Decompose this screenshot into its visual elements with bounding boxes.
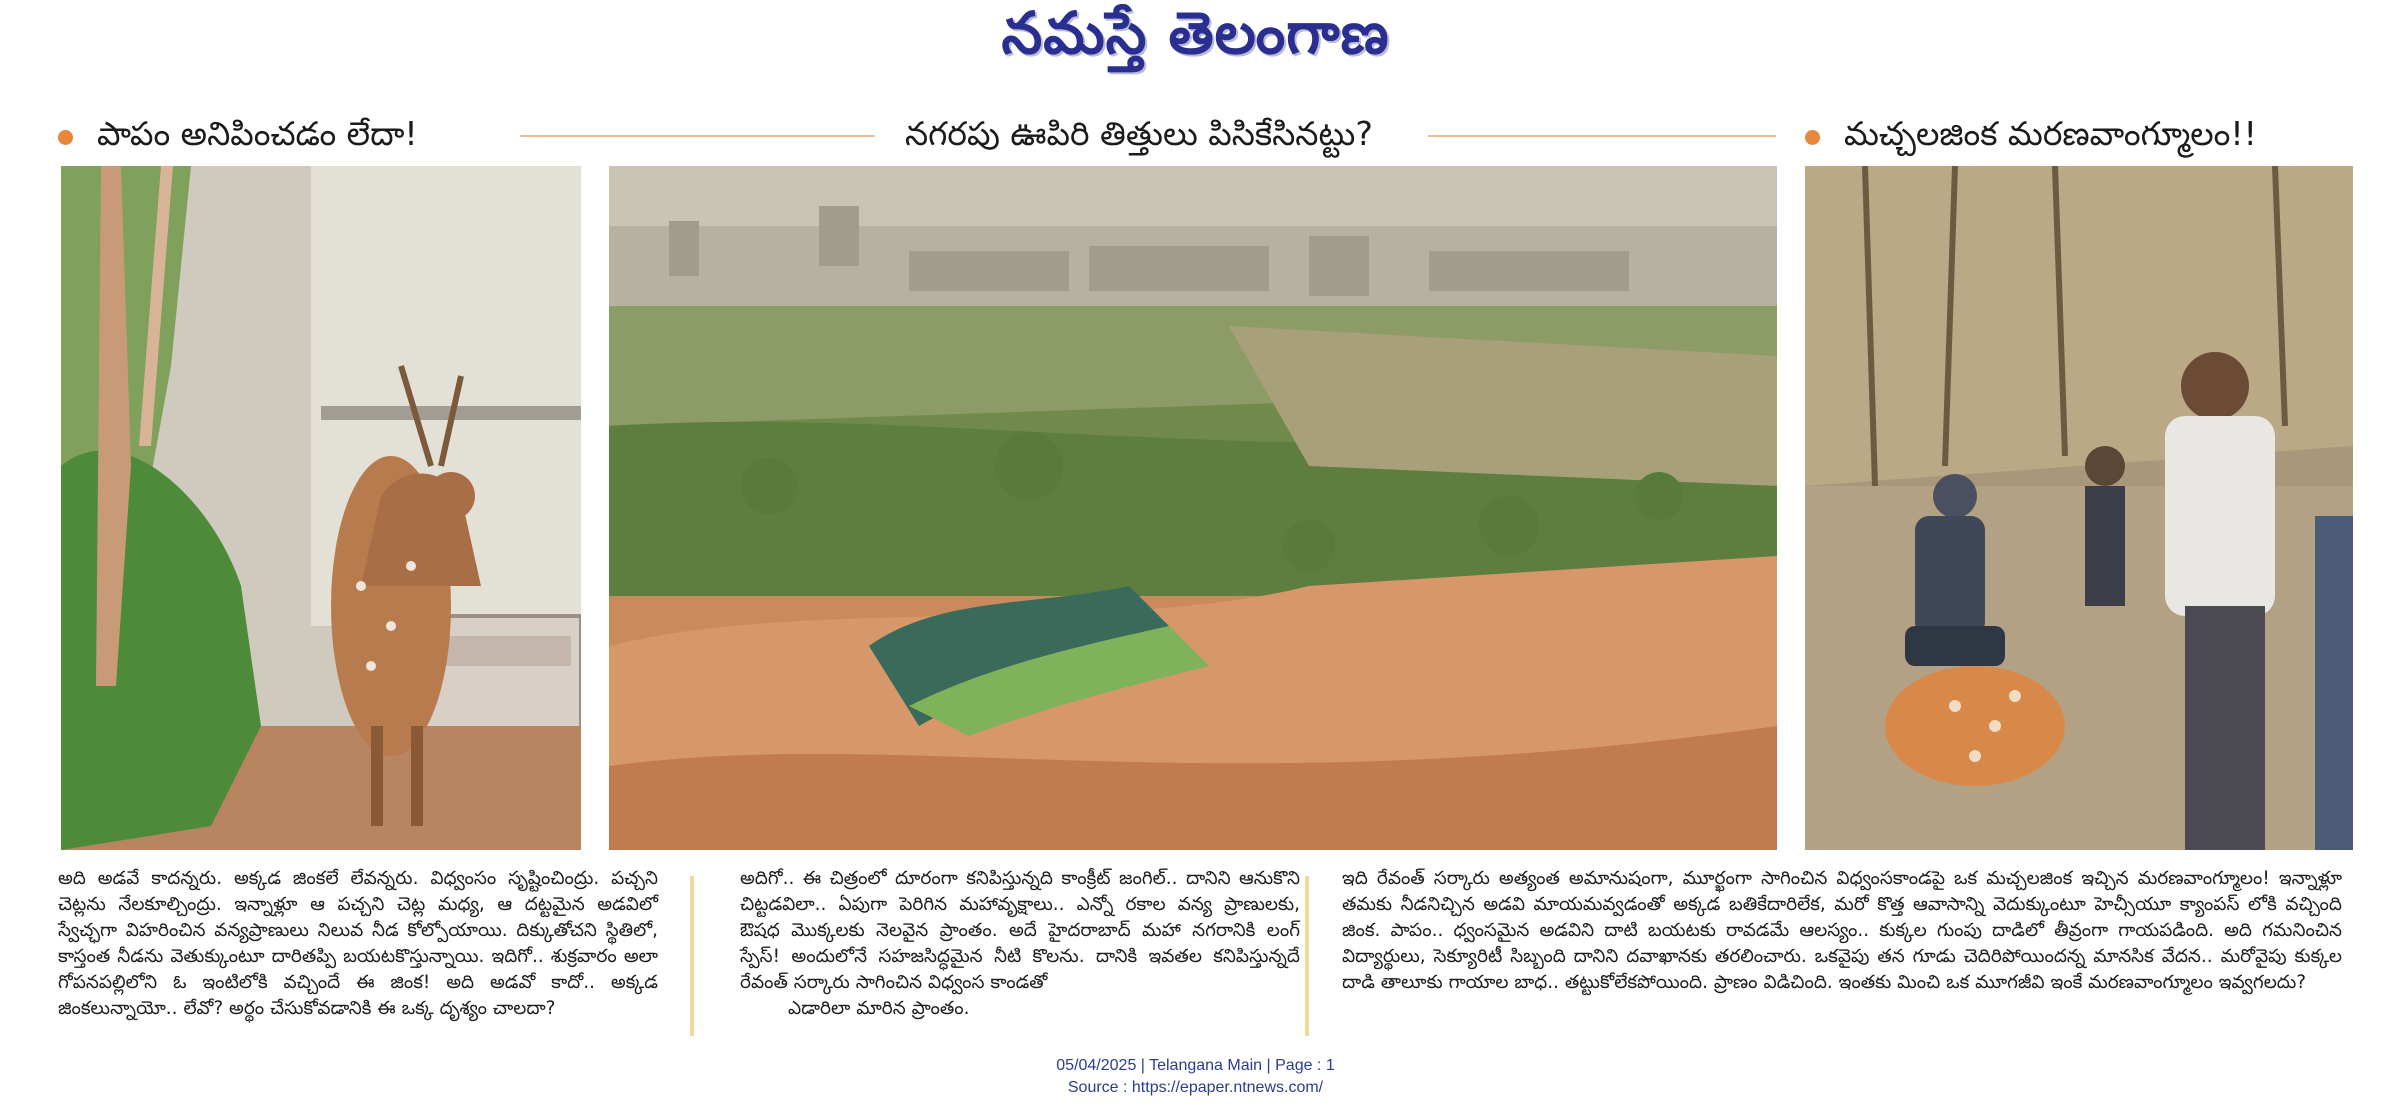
headline-right [1805,112,2257,162]
column-divider [1305,876,1309,1036]
article-center-text: అదిగో.. ఈ చిత్రంలో దూరంగా కనిపిస్తున్నది కాంక్రీట్ జంగిల్.. దానిని ఆనుకొని చిట్టడవిలా.. ఏపుగా పెరిగిన మహావృక్షాలు.. ఎన్నో రకాల వన్య ప్రాణులకు, ఔషధ మొక్కలకు నెలవైన ప్రాంతం. అదే హైదరాబాద్ మహా నగరానికి లంగ్ స్పేస్! అందులోనే సహజసిద్ధమైన నీటి కొలను. దానికి ఇవతల కనిపిస్తున్నదే రేవంత్ సర్కారు సాగించిన విధ్వంస కాండతో [740,868,1300,993]
newspaper-logo: నమస్తే తెలంగాణ [1001,0,1390,67]
headline-right-text: మచ్చలజింక మరణవాంగ్మూలం!! [1844,113,2257,153]
headline-center [905,112,1373,162]
headline-center-text: నగరపు ఊపిరి తిత్తులు పిసికేసినట్టు? [905,113,1373,153]
headline-rule [1428,135,1776,137]
photo-injured-deer [1805,166,2353,850]
photo-aerial-forest [609,166,1777,850]
headline-left [58,112,418,162]
headline-rule [520,135,875,137]
footer-edition-info: 05/04/2025 | Telangana Main | Page : 1 [1056,1057,1335,1074]
article-right [1342,866,2342,996]
bullet-icon [1805,130,1820,145]
bullet-icon [58,130,73,145]
article-center [740,866,1300,1022]
footer-source-link[interactable]: Source : https://epaper.ntnews.com/ [1067,1079,1324,1096]
headline-left-text: పాపం అనిపించడం లేదా! [97,113,418,153]
photo-deer-in-house [61,166,581,850]
column-divider [690,876,694,1036]
article-left [58,866,658,1022]
article-center-last-line: ఎడారిలా మారిన ప్రాంతం. [788,998,970,1019]
article-left-text: అది అడవే కాదన్నరు. అక్కడ జింకలే లేవన్నరు. విధ్వంసం సృష్టించింద్రు. పచ్చని చెట్లను నేలకూల్చింద్రు. ఇన్నాళ్లూ ఆ పచ్చని చెట్ల మధ్య, ఆ దట్టమైన అడవిలో స్వేచ్ఛగా విహరించిన వన్యప్రాణులు నిలువ నీడ కోల్పోయాయి. దిక్కుతోచని స్థితిలో, కాస్తంత నీడను వెతుక్కుంటూ దారితప్పి బయటకొస్తున్నాయి. ఇదిగో.. శుక్రవారం అలా గోపనపల్లిలోని ఓ ఇంటిలోకి వచ్చిందే ఈ జింక! అది అడవో కాదో.. అక్కడ జింకలున్నాయో.. లేవో? అర్థం చేసుకోవడానికి ఈ ఒక్క దృశ్యం చాలదా? [58,868,658,1019]
masthead [0,0,2391,80]
article-right-text: ఇది రేవంత్ సర్కారు అత్యంత అమానుషంగా, మూర్ఖంగా సాగించిన విధ్వంసకాండపై ఒక మచ్చలజింక ఇచ్చిన మరణవాంగ్మూలం! ఇన్నాళ్లూ తమకు నీడనిచ్చిన అడవి మాయమవ్వడంతో అక్కడ బతికేదారిలేక, మరో కొత్త ఆవాసాన్ని వెదుక్కుంటూ హెచ్సీయూ క్యాంపస్ లోకి వచ్చింది జింక. పాపం.. ధ్వంసమైన అడవిని దాటి బయటకు రావడమే ఆలస్యం.. కుక్కల గుంపు దాడిలో తీవ్రంగా గాయపడింది. అది గమనించిన విద్యార్థులు, సెక్యూరిటీ సిబ్బంది దానిని దవాఖానకు తరలించారు. ఒకవైపు తన గూడు చెదిరిపోయిందన్న మానసిక వేదన.. మరోవైపు కుక్కల దాడి తాలూకు గాయాల బాధ.. తట్టుకోలేకపోయింది. ప్రాణం విడిచింది. ఇంతకు మించి ఒక మూగజీవి ఇంకే మరణవాంగ్మూలం ఇవ్వగలదు? [1342,868,2342,993]
